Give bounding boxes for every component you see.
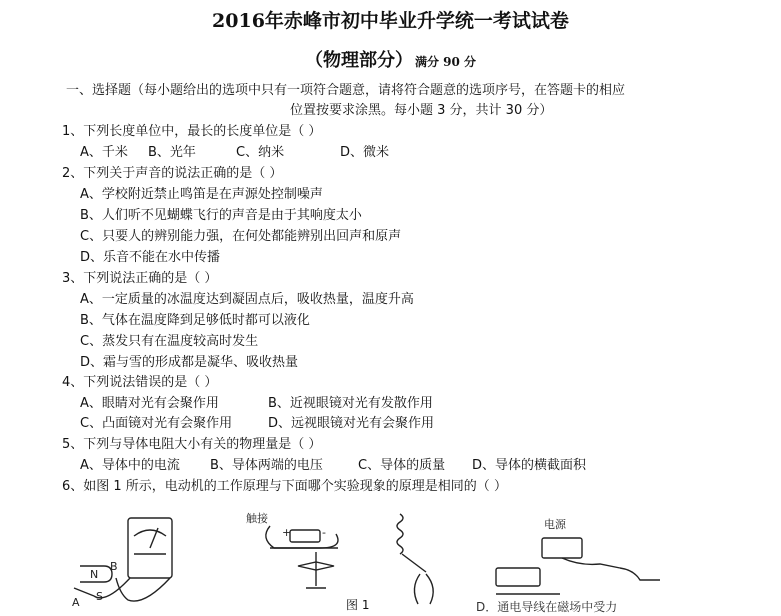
subtitle-text: （物理部分） bbox=[304, 50, 413, 71]
q1-option-c: C、纳米 bbox=[236, 145, 285, 160]
score-text: 满分 90 分 bbox=[414, 55, 477, 69]
exam-title: 2016年赤峰市初中毕业升学统一考试试卷 bbox=[212, 10, 569, 32]
rail-magnet bbox=[496, 568, 540, 586]
label-contact: 触接 bbox=[246, 512, 268, 525]
q1-option-a: A、千米 bbox=[80, 145, 128, 160]
question-2-stem: 2、下列关于声音的说法正确的是（ ） bbox=[62, 166, 283, 181]
suspended-core bbox=[414, 574, 433, 604]
q4-option-d: D、远视眼镜对光有会聚作用 bbox=[268, 416, 435, 431]
q1-option-b: B、光年 bbox=[148, 145, 196, 160]
wire-curve bbox=[266, 526, 338, 548]
q2-option-a: A、学校附近禁止鸣笛是在声源处控制噪声 bbox=[80, 187, 323, 202]
galvanometer-dial bbox=[134, 530, 166, 536]
exam-subtitle bbox=[0, 46, 781, 72]
section-heading-line2: 位置按要求涂黑。每小题 3 分，共计 30 分） bbox=[290, 103, 553, 118]
question-4-stem: 4、下列说法错误的是（ ） bbox=[62, 375, 218, 390]
section-heading-line1: 一、选择题（每小题给出的选项中只有一项符合题意，请将符合题意的选项序号，在答题卡的相应 bbox=[66, 83, 626, 98]
q3-option-c: C、蒸发只有在温度较高时发生 bbox=[80, 334, 259, 349]
q5-option-b: B、导体两端的电压 bbox=[210, 458, 323, 473]
q1-option-d: D、微米 bbox=[340, 145, 390, 160]
power-box bbox=[542, 538, 582, 558]
label-power: 电源 bbox=[544, 518, 566, 531]
coil bbox=[397, 514, 403, 554]
q3-option-a: A、一定质量的冰温度达到凝固点后，吸收热量，温度升高 bbox=[80, 292, 414, 307]
figure-partial-text: D．通电导线在磁场中受力 bbox=[476, 600, 618, 614]
q4-option-b: B、近视眼镜对光有发散作用 bbox=[268, 396, 433, 411]
question-6-stem: 6、如图 1 所示，电动机的工作原理与下面哪个实验现象的原理是相同的（ ） bbox=[62, 479, 507, 494]
q3-option-d: D、霜与雪的形成都是凝华、吸收热量 bbox=[80, 355, 299, 370]
q5-option-d: D、导体的横截面积 bbox=[472, 458, 587, 473]
label-minus: - bbox=[322, 526, 326, 539]
wire-right bbox=[116, 578, 170, 601]
label-n: N bbox=[90, 568, 99, 581]
label-b: B bbox=[110, 560, 118, 573]
q5-option-a: A、导体中的电流 bbox=[80, 458, 180, 473]
question-3-stem: 3、下列说法正确的是（ ） bbox=[62, 271, 218, 286]
question-5-stem: 5、下列与导体电阻大小有关的物理量是（ ） bbox=[62, 437, 322, 452]
label-s: S bbox=[96, 590, 103, 603]
q2-option-c: C、只要人的辨别能力强，在何处都能辨别出回声和原声 bbox=[80, 229, 402, 244]
figure-1-illustrations bbox=[60, 508, 760, 616]
label-plus: + bbox=[282, 526, 292, 539]
q2-option-b: B、人们听不见蝴蝶飞行的声音是由于其响度太小 bbox=[80, 208, 362, 223]
label-a: A bbox=[72, 596, 80, 609]
power-wire bbox=[562, 558, 620, 568]
q4-option-a: A、眼睛对光有会聚作用 bbox=[80, 396, 219, 411]
q5-option-c: C、导体的质量 bbox=[358, 458, 446, 473]
question-1-stem: 1、下列长度单位中，最长的长度单位是（ ） bbox=[62, 124, 322, 139]
q3-option-b: B、气体在温度降到足够低时都可以液化 bbox=[80, 313, 310, 328]
battery bbox=[290, 530, 320, 542]
figure-caption: 图 1 bbox=[346, 598, 370, 612]
q2-option-d: D、乐音不能在水中传播 bbox=[80, 250, 221, 265]
q4-option-c: C、凸面镜对光有会聚作用 bbox=[80, 416, 233, 431]
